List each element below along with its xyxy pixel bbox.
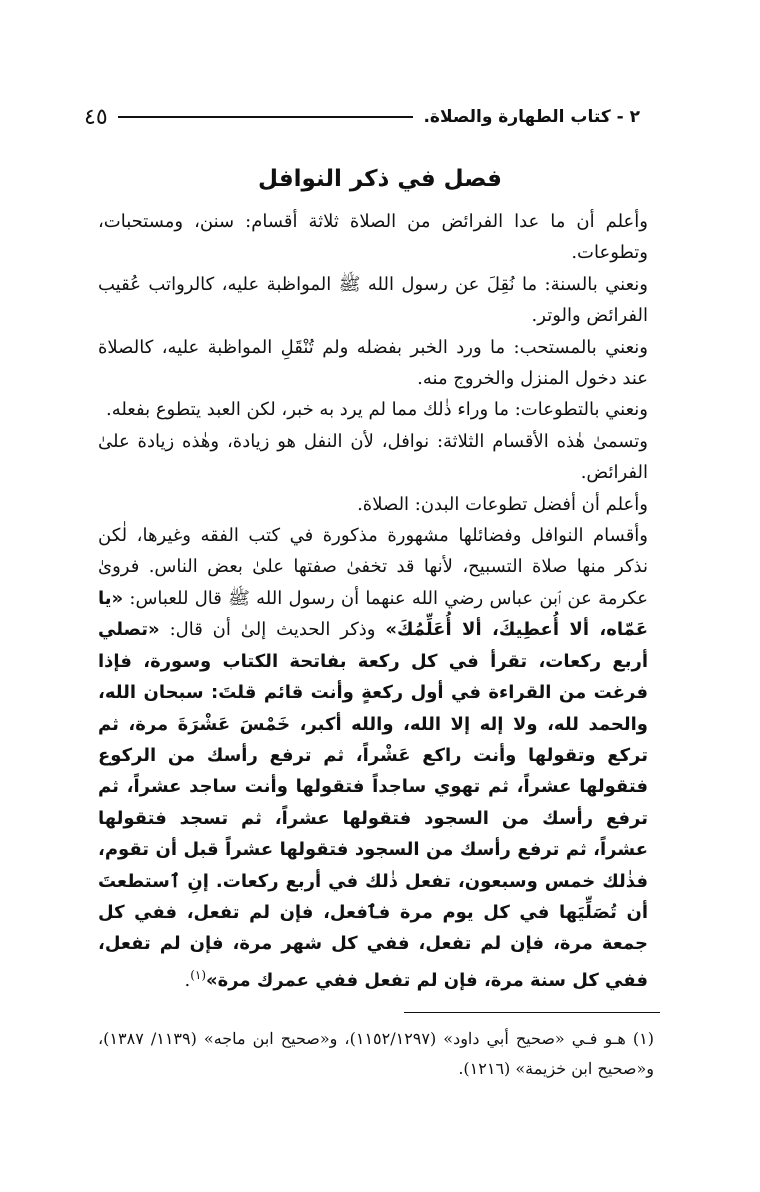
hadith-quote-1: «يا عَمّاه، ألا أُعطِيكَ، ألا أُعَلِّمُكَ» [98, 587, 649, 641]
paragraph-3: ونعني بالمستحب: ما ورد الخبر بفضله ولم تُنْقَلِ المواظبة عليه، كالصلاة عند دخول المنزل والخروج منه. [98, 336, 648, 390]
header-rule [118, 116, 414, 118]
footnote-1: (١) هـو فـي «صحيح أبي داود» (١١٥٢/١٢٩٧)، و«صحيح ابن ماجه» (١١٣٩/ ١٣٨٧)، و«صحيح ابن خزيمة» (١٢١٦). [98, 1029, 654, 1078]
section-title: فصل في ذكر النوافل [258, 166, 502, 192]
footnote-reference[interactable]: (١) [190, 967, 207, 982]
hadith-quote-2: «تصلي أربع ركعات، تقرأ في كل ركعة بفاتحة الكتاب وسورة، فإذا فرغت من القراءة في أول ركعةٍ وأنت قائم قلتَ: سبحان الله، والحمد لله، ولا إله إلا الله، والله أكبر، خَمْسَ عَشْرَةَ مرة، ثم تركع وتقولها وأنت راكع عَشْراً، ثم ترفع رأسك من الركوع فتقولها عشراً، ثم تهوي ساجداً فتقولها وأنت ساجد عشراً، ثم ترفع رأسك من السجود فتقولها عشراً، ثم تسجد فتقولها عشراً، ثم ترفع رأسك من السجود فتقولها عشراً قبل أن تقوم، فذٰلك خمس وسبعون، تفعل ذٰلك في أربع ركعات. إنِ ٱستطعتَ أن تُصَلِّيَها في كل يوم مرة فٱفعل، فإن لم تفعل، ففي كل جمعة مرة، فإن لم تفعل، ففي كل شهر مرة، فإن لم تفعل، ففي كل سنة مرة، فإن لم تفعل ففي عمرك مرة» [98, 619, 648, 991]
paragraph-7 [98, 520, 648, 996]
paragraph-6: وأعلم أن أفضل تطوعات البدن: الصلاة. [357, 493, 648, 515]
page-number: ٤٥ [84, 104, 108, 130]
body-text [98, 206, 648, 996]
footnote-separator [404, 1012, 660, 1013]
paragraph-1: وأعلم أن ما عدا الفرائض من الصلاة ثلاثة أقسام: سنن، ومستحبات، وتطوعات. [98, 211, 648, 264]
paragraph-7-intro: وأقسام النوافل وفضائلها مشهورة مذكورة في كتب الفقه وغيرها، لٰكن نذكر منها صلاة التسبيح، لأنها قد تخفىٰ صفتها علىٰ بعض الناس. فروىٰ عكرمة عن ٱبن عباس رضي الله عنهما أن رسول الله ﷺ قال للعباس: [98, 525, 648, 609]
running-header [84, 102, 640, 132]
chapter-title: ٢ - كتاب الطهارة والصلاة. [423, 107, 640, 127]
paragraph-2: ونعني بالسنة: ما نُقِلَ عن رسول الله ﷺ المواظبة عليه، كالرواتب عُقيب الفرائض والوتر. [98, 273, 648, 327]
footnotes [98, 1024, 654, 1084]
paragraph-4: ونعني بالتطوعات: ما وراء ذٰلك مما لم يرد به خبر، لكن العبد يتطوع بفعله. [105, 399, 648, 421]
paragraph-7-end: . [184, 969, 191, 991]
paragraph-5: وتسمىٰ هٰذه الأقسام الثلاثة: نوافل، لأن النفل هو زيادة، وهٰذه زيادة علىٰ الفرائض. [98, 430, 648, 484]
paragraph-7-mid: وذكر الحديث إلىٰ أن قال: [159, 619, 386, 641]
